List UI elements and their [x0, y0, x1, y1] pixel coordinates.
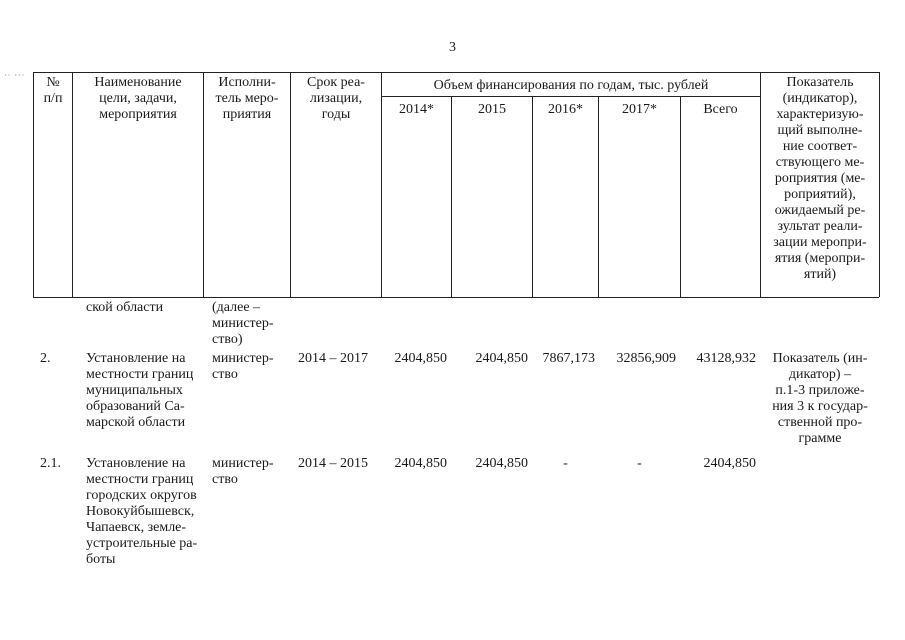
row-2-1-period: 2014 – 2015	[298, 456, 368, 471]
header-year-2016: 2016*	[548, 102, 583, 117]
page-number: 3	[449, 40, 456, 55]
header-period: Срок реа- лизации, годы	[307, 75, 365, 122]
row-2-1-2016: -	[563, 456, 568, 471]
row-2-total: 43128,932	[696, 351, 756, 366]
table-header-bottom-border	[33, 297, 879, 298]
continuation-name: ской области	[86, 300, 164, 315]
row-2-2017: 32856,909	[616, 351, 676, 366]
row-2-1-number: 2.1.	[40, 456, 61, 471]
row-2-2016: 7867,173	[542, 351, 595, 366]
header-indicator: Показатель (индикатор), характеризую- щий выполне- ние соответ- ствующего ме- роприятия (ме- роприятий), ожидаемый ре- зультат реали- зации меропри- ятия (меропри- ятий)	[773, 75, 867, 282]
row-2-1-executor: министер- ство	[212, 456, 274, 487]
financing-subheader-line	[381, 96, 760, 97]
scan-mark: ·· ···	[4, 71, 26, 80]
column-divider-6	[532, 96, 533, 297]
row-2-name: Установление на местности границ муниципальных образований Са- марской области	[86, 351, 194, 430]
row-2-1-2017: -	[637, 456, 642, 471]
header-executor: Исполни- тель меро- приятия	[215, 75, 279, 122]
row-2-1-2014: 2404,850	[394, 456, 447, 471]
header-number: № п/п	[43, 75, 63, 106]
row-2-period: 2014 – 2017	[298, 351, 368, 366]
column-divider-7	[598, 96, 599, 297]
header-year-2015: 2015	[478, 102, 506, 117]
table-right-border	[879, 72, 880, 297]
header-financing: Объем финансирования по годам, тыс. рублей	[433, 78, 709, 93]
header-total: Всего	[703, 102, 738, 117]
row-2-1-total: 2404,850	[703, 456, 756, 471]
row-2-1-2015: 2404,850	[475, 456, 528, 471]
row-2-1-name: Установление на местности границ городских округов Новокуйбышевск, Чапаевск, земле- устроительные ра- боты	[86, 456, 198, 567]
continuation-executor: (далее – министер- ство)	[212, 300, 274, 347]
column-divider-5	[451, 96, 452, 297]
row-2-2015: 2404,850	[475, 351, 528, 366]
column-divider-8	[680, 96, 681, 297]
header-year-2014: 2014*	[399, 102, 434, 117]
table-top-border	[33, 72, 879, 73]
row-2-number: 2.	[40, 351, 51, 366]
header-name: Наименование цели, задачи, мероприятия	[94, 75, 182, 122]
row-2-2014: 2404,850	[394, 351, 447, 366]
row-2-executor: министер- ство	[212, 351, 274, 382]
row-2-indicator: Показатель (ин- дикатор) – п.1-3 приложе- ния 3 к государ- ственной про- грамме	[772, 351, 868, 446]
header-year-2017: 2017*	[622, 102, 657, 117]
